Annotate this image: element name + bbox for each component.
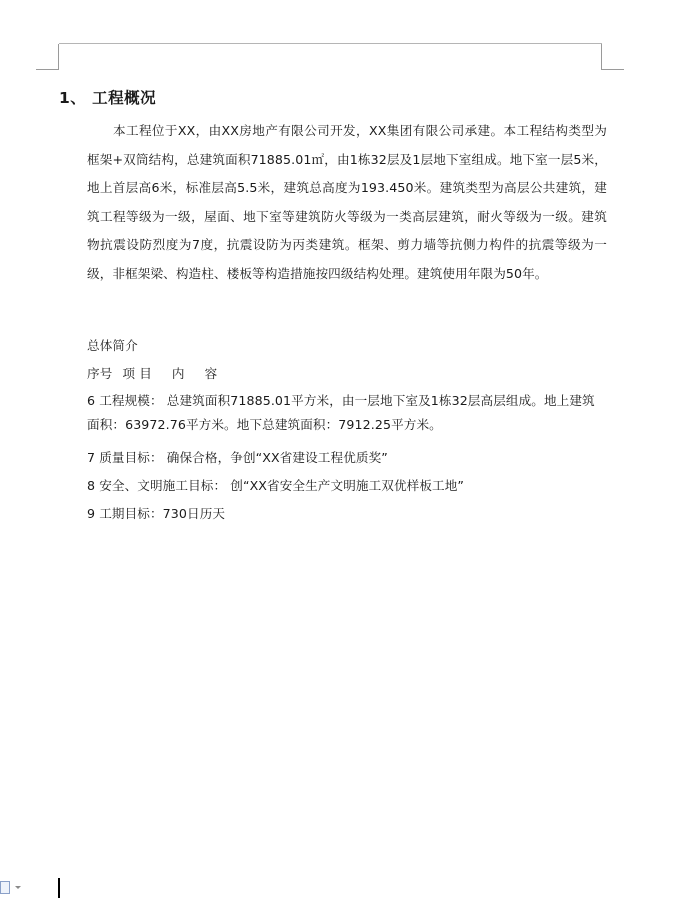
list-item-safety[interactable]: 8 安全、文明施工目标： 创“XX省安全生产文明施工双优样板工地” — [87, 478, 465, 493]
document-icon — [0, 881, 10, 894]
margin-corner-right — [601, 44, 602, 69]
margin-corner-left-horizontal — [36, 69, 59, 70]
header-margin-line — [59, 43, 602, 44]
summary-title[interactable]: 总体简介 — [87, 338, 138, 353]
overview-paragraph[interactable]: 本工程位于XX，由XX房地产有限公司开发，XX集团有限公司承建。本工程结构类型为框架+双筒结构，总建筑面积71885.01㎡，由1栋32层及1层地下室组成。地下室一层5米，地上首层高6米，标准层高5.5米，建筑总高度为193.450米。建筑类型为高层公共建筑，建筑工程等级为一级，屋面、地下室等建筑防火等级为一类高层建筑，耐火等级为一级。建筑物抗震设防烈度为7度，抗震设防为丙类建筑。框架、剪力墙等抗侧力构件的抗震等级为一级，非框架梁、构造柱、楼板等构造措施按四级结构处理。建筑使用年限为50年。 — [87, 123, 607, 281]
margin-corner-left — [58, 44, 59, 69]
header-col-no: 序号 — [87, 366, 113, 381]
table-header-row[interactable] — [87, 363, 217, 382]
section-heading[interactable]: 1、 工程概况 — [59, 89, 157, 107]
margin-corner-right-horizontal — [601, 69, 624, 70]
text-cursor — [58, 878, 60, 898]
paste-options-button[interactable] — [0, 880, 22, 894]
header-col-content-1: 内 — [171, 366, 185, 381]
list-item-scale[interactable]: 6 工程规模： 总建筑面积71885.01平方米，由一层地下室及1栋32层高层组成。地上建筑面积：63972.76平方米。地下总建筑面积：7912.25平方米。 — [87, 393, 595, 432]
list-item-schedule[interactable]: 9 工期目标：730日历天 — [87, 506, 226, 521]
header-col-content-2: 容 — [204, 366, 218, 381]
list-item-quality[interactable]: 7 质量目标： 确保合格，争创“XX省建设工程优质奖” — [87, 450, 388, 465]
chevron-down-icon — [15, 886, 21, 889]
header-col-item: 项 目 — [122, 366, 152, 381]
